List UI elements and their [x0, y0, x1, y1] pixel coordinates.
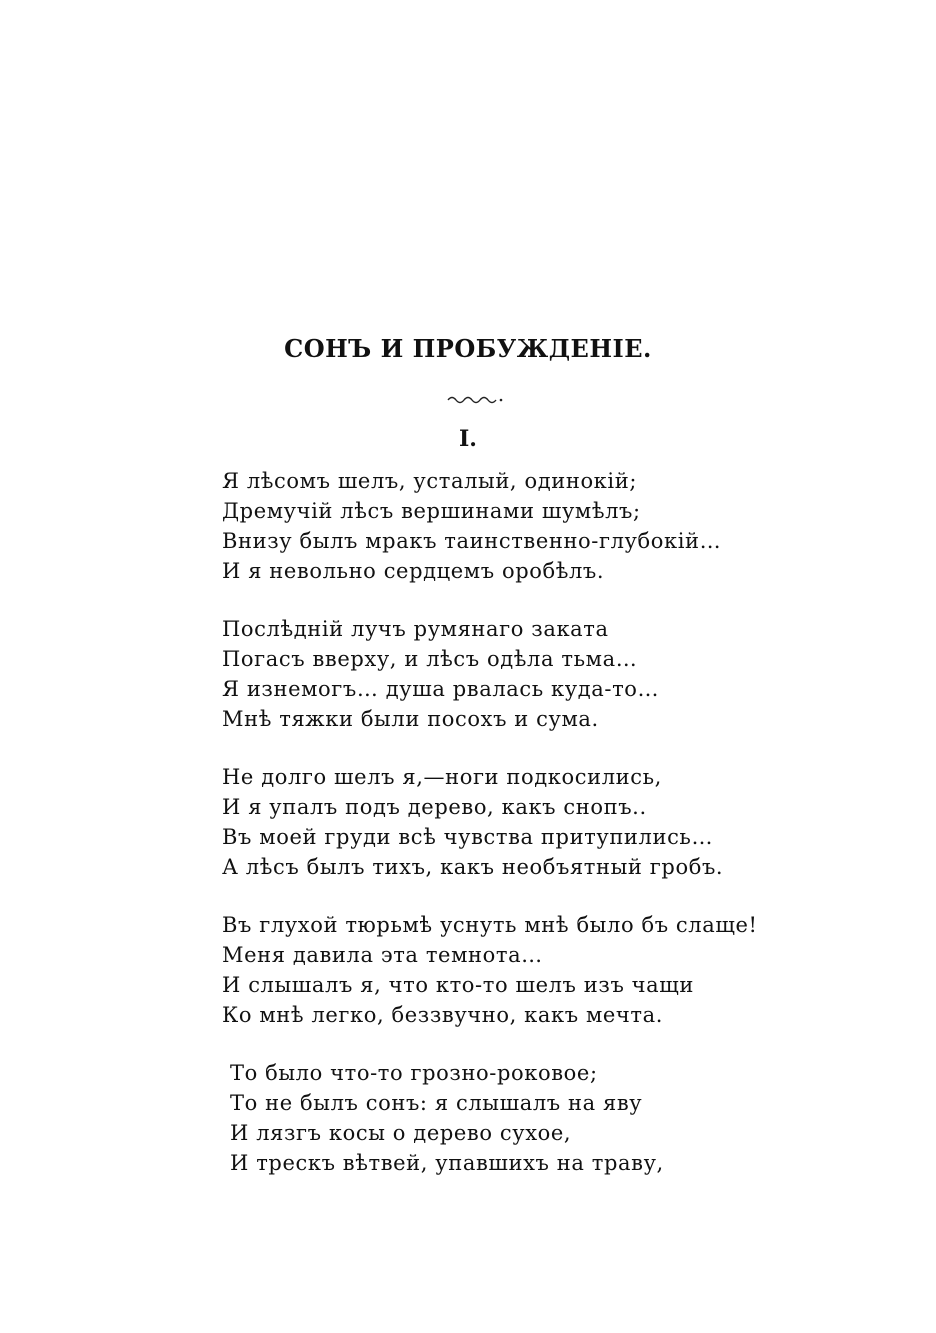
poem-line: И трескъ вѣтвей, упавшихъ на траву,	[230, 1151, 664, 1175]
poem-body	[222, 466, 842, 1206]
poem-line: И лязгъ косы о дерево сухое,	[230, 1121, 572, 1145]
poem-line: Послѣдній лучъ румянаго заката	[222, 617, 609, 641]
poem-line: Не долго шелъ я,—ноги подкосились,	[222, 765, 662, 789]
part-number: I.	[459, 426, 477, 452]
poem-line: Я изнемогъ… душа рвалась куда-то…	[222, 677, 660, 701]
poem-title: СОНЪ И ПРОБУЖДЕНІЕ.	[284, 334, 652, 363]
stanza	[222, 466, 842, 586]
stanza	[222, 614, 842, 734]
poem-line: Въ моей груди всѣ чувства притупились…	[222, 825, 714, 849]
poem-line: Въ глухой тюрьмѣ уснуть мнѣ было бъ слаще!	[222, 913, 758, 937]
poem-line: Меня давила эта темнота…	[222, 943, 543, 967]
poem-line: Я лѣсомъ шелъ, усталый, одинокій;	[222, 469, 637, 493]
poem-line: И слышалъ я, что кто-то шелъ изъ чащи	[222, 973, 694, 997]
poem-line: Дремучій лѣсъ вершинами шумѣлъ;	[222, 499, 641, 523]
poem-line: Ко мнѣ легко, беззвучно, какъ мечта.	[222, 1003, 664, 1027]
stanza	[222, 910, 842, 1030]
poem-line: То было что-то грозно-роковое;	[230, 1061, 598, 1085]
poem-line: Мнѣ тяжки были посохъ и сума.	[222, 707, 599, 731]
poem-line: И я упалъ подъ дерево, какъ снопъ..	[222, 795, 647, 819]
stanza	[222, 1058, 842, 1178]
poem-line: И я невольно сердцемъ оробѣлъ.	[222, 559, 605, 583]
poem-line: Внизу былъ мракъ таинственно-глубокій…	[222, 529, 722, 553]
stanza	[222, 762, 842, 882]
poem-line: А лѣсъ былъ тихъ, какъ необъятный гробъ.	[222, 855, 724, 879]
poem-line: То не былъ сонъ: я слышалъ на яву	[230, 1091, 643, 1115]
poem-line: Погасъ вверху, и лѣсъ одѣла тьма…	[222, 647, 638, 671]
wavy-ornament-divider	[446, 392, 504, 404]
